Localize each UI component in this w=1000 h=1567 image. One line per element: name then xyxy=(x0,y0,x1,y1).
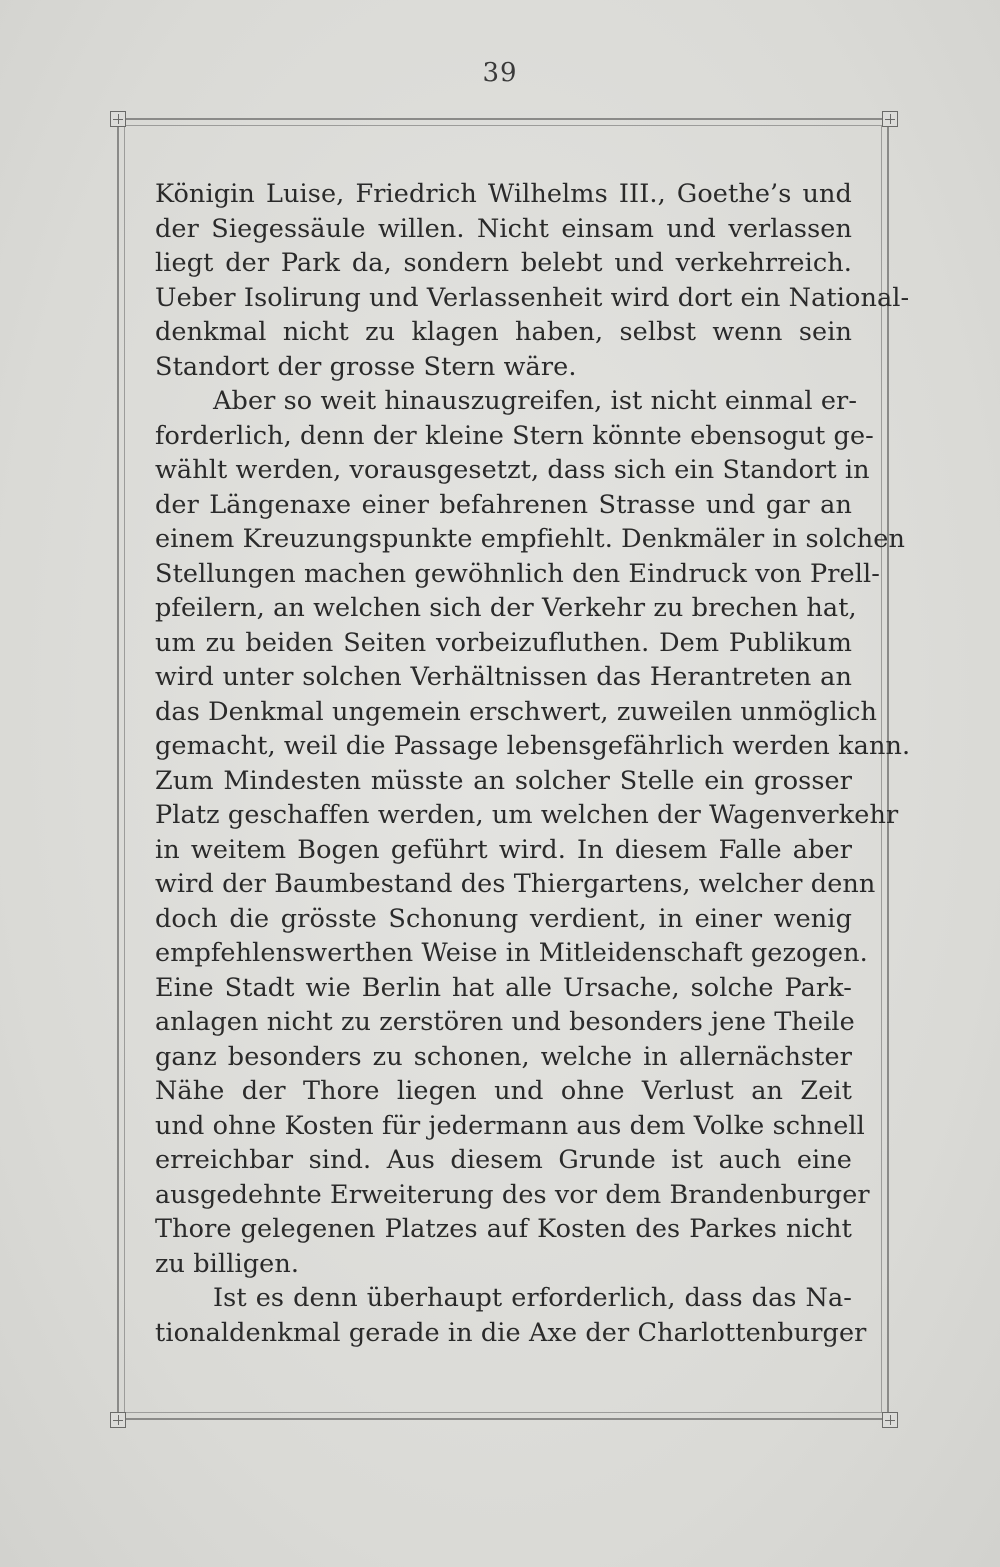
text-line: wird der Baumbestand des Thiergartens, welcher denn xyxy=(155,869,876,899)
body-text xyxy=(155,177,911,1350)
text-line: ganz besonders zu schonen, welche in allernächster xyxy=(155,1041,852,1072)
text-line: wird unter solchen Verhältnissen das Herantreten an xyxy=(155,662,852,692)
text-line: anlagen nicht zu zerstören und besonders jene Theile xyxy=(155,1007,855,1037)
text-line: tionaldenkmal gerade in die Axe der Charlottenburger xyxy=(155,1317,867,1348)
text-line: Platz geschaffen werden, um welchen der Wagenverkehr xyxy=(155,800,899,830)
text-line: der Längenaxe einer befahrenen Strasse und gar an xyxy=(155,489,852,520)
text-line: gemacht, weil die Passage lebensgefährlich werden kann. xyxy=(155,731,911,761)
text-line: forderlich, denn der kleine Stern könnte ebensogut ge- xyxy=(155,420,874,451)
text-line: Zum Mindesten müsste an solcher Stelle ein grosser xyxy=(155,765,852,796)
text-line: erreichbar sind. Aus diesem Grunde ist auch eine xyxy=(155,1145,852,1175)
text-line: zu billigen. xyxy=(155,1248,300,1279)
text-line: und ohne Kosten für jedermann aus dem Volke schnell xyxy=(155,1110,865,1141)
text-line: Königin Luise, Friedrich Wilhelms III., Goethe’s und xyxy=(155,179,852,209)
text-line: doch die grösste Schonung verdient, in einer wenig xyxy=(155,903,852,934)
text-line: das Denkmal ungemein erschwert, zuweilen unmöglich xyxy=(155,696,878,727)
corner-ornament-icon xyxy=(882,111,898,127)
corner-ornament-icon xyxy=(110,111,126,127)
text-line: in weitem Bogen geführt wird. In diesem Falle aber xyxy=(155,834,852,865)
text-line: Ist es denn überhaupt erforderlich, dass das Na- xyxy=(213,1283,852,1313)
text-line: pfeilern, an welchen sich der Verkehr zu brechen hat, xyxy=(155,593,857,623)
corner-ornament-icon xyxy=(110,1412,126,1428)
text-line: Standort der grosse Stern wäre. xyxy=(155,351,577,382)
corner-ornament-icon xyxy=(882,1412,898,1428)
text-line: Eine Stadt wie Berlin hat alle Ursache, solche Park- xyxy=(155,972,852,1003)
text-line: Ueber Isolirung und Verlassenheit wird dort ein National- xyxy=(155,282,910,313)
page-number: 39 xyxy=(482,58,518,88)
text-line: liegt der Park da, sondern belebt und verkehrreich. xyxy=(155,248,852,278)
text-line: einem Kreuzungspunkte empfiehlt. Denkmäler in solchen xyxy=(155,524,906,554)
text-line: wählt werden, vorausgesetzt, dass sich ein Standort in xyxy=(155,455,870,485)
text-line: Stellungen machen gewöhnlich den Eindruck von Prell- xyxy=(155,558,880,589)
text-line: ausgedehnte Erweiterung des vor dem Brandenburger xyxy=(155,1179,870,1210)
text-line: denkmal nicht zu klagen haben, selbst wenn sein xyxy=(155,317,852,347)
text-line: Aber so weit hinauszugreifen, ist nicht einmal er- xyxy=(213,386,858,416)
text-line: um zu beiden Seiten vorbeizufluthen. Dem Publikum xyxy=(155,627,852,658)
text-line: Thore gelegenen Platzes auf Kosten des Parkes nicht xyxy=(155,1214,852,1244)
text-line: Nähe der Thore liegen und ohne Verlust an Zeit xyxy=(155,1076,852,1106)
text-line: empfehlenswerthen Weise in Mitleidenschaft gezogen. xyxy=(155,938,868,968)
text-line: der Siegessäule willen. Nicht einsam und verlassen xyxy=(155,213,852,244)
